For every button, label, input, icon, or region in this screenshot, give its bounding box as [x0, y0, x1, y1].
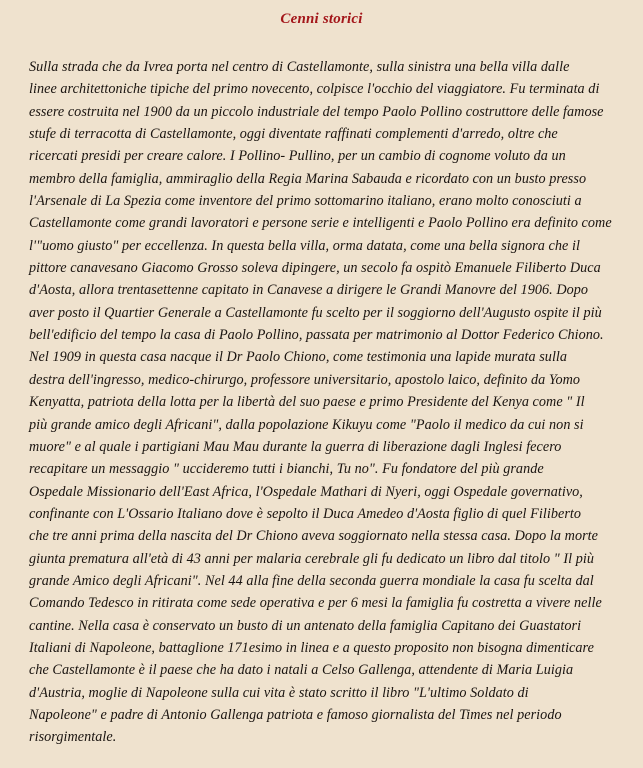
page-title: Cenni storici [280, 11, 363, 27]
text-line: Italiani di Napoleone, battaglione 171esimo in linea e a questo proposito non bisogna dimenticare [29, 639, 594, 656]
text-line: cantine. Nella casa è conservato un busto di un antenato della famiglia Capitano dei Guastatori [29, 617, 582, 634]
text-line: confinante con L'Ossario Italiano dove è sepolto il Duca Amedeo d'Aosta figlio di quel Filiberto [29, 505, 582, 522]
text-line: Sulla strada che da Ivrea porta nel centro di Castellamonte, sulla sinistra una bella villa dalle [29, 59, 570, 75]
text-line: Nel 1909 in questa casa nacque il Dr Paolo Chiono, come testimonia una lapide murata sulla [29, 349, 568, 366]
history-paragraph [29, 56, 629, 749]
text-line: Napoleone" e padre di Antonio Gallenga patriota e famoso giornalista del Times nel periodo [29, 706, 562, 723]
text-line: destra dell'ingresso, medico-chirurgo, professore universitario, apostolo laico, definito da Yomo [29, 371, 581, 388]
text-line: che Castellamonte è il paese che ha dato i natali a Celso Gallenga, attendente di Maria Luigia [29, 662, 574, 679]
text-line: che tre anni prima della nascita del Dr Chiono aveva soggiornato nella stessa casa. Dopo la morte [29, 528, 599, 545]
text-line: recapitare un messaggio " uccideremo tutti i bianchi, Tu no". Fu fondatore del più grande [29, 461, 544, 478]
text-line: essere costruita nel 1900 da un piccolo industriale del tempo Paolo Pollino costruttore delle famose [29, 103, 604, 120]
text-line: grande Amico degli Africani". Nel 44 alla fine della seconda guerra mondiale la casa fu scelta dal [29, 572, 594, 589]
text-line: Comando Tedesco in ritirata come sede operativa e per 6 mesi la famiglia fu costretta a vivere nelle [29, 595, 602, 612]
text-line: Kenyatta, patriota della lotta per la libertà del suo paese e primo Presidente del Kenya come " Il [29, 394, 585, 411]
text-line: linee architettoniche tipiche del primo novecento, colpisce l'occhio del viaggiatore. Fu terminata di [29, 81, 600, 98]
text-line: risorgimentale. [29, 729, 117, 746]
text-line: pittore canavesano Giacomo Grosso soleva dipingere, un secolo fa ospitò Emanuele Filiberto Duca [29, 260, 601, 277]
text-line: Castellamonte come grandi lavoratori e persone serie e intelligenti e Paolo Pollino era definito come [29, 215, 612, 232]
text-line: bell'edificio del tempo la casa di Paolo Pollino, passata per matrimonio al Dottor Federico Chiono. [29, 327, 604, 344]
text-line: aver posto il Quartier Generale a Castellamonte fu scelto per il soggiorno dell'Augusto ospite il più [29, 304, 602, 321]
text-line: più grande amico degli Africani", dalla popolazione Kikuyu come "Paolo il medico da cui non si [29, 416, 584, 433]
text-line: ricercati presidi per creare calore. I Pollino- Pullino, per un cambio di cognome voluto da un [29, 148, 566, 165]
text-line: d'Aosta, allora trentasettenne capitato in Canavese a dirigere le Grandi Manovre del 1906. Dopo [29, 282, 589, 299]
text-line: muore" e al quale i partigiani Mau Mau durante la guerra di liberazione dagli Inglesi fecero [29, 438, 562, 455]
text-line: l'"uomo giusto" per eccellenza. In questa bella villa, orma datata, come una bella signora che il [29, 237, 580, 254]
text-line: Ospedale Missionario dell'East Africa, l'Ospedale Mathari di Nyeri, oggi Ospedale governativo, [29, 483, 583, 500]
text-line: stufe di terracotta di Castellamonte, oggi diventate raffinati complementi d'arredo, oltre che [29, 126, 558, 143]
text-line: d'Austria, moglie di Napoleone sulla cui vita è stato scritto il libro "L'ultimo Soldato di [29, 684, 529, 701]
text-line: membro della famiglia, ammiraglio della Regia Marina Sabauda e ricordato con un busto presso [29, 170, 587, 187]
text-line: l'Arsenale di La Spezia come inventore del primo sottomarino italiano, erano molto conosciuti a [29, 193, 582, 210]
text-line: giunta prematura all'età di 43 anni per malaria cerebrale gli fu dedicato un libro dal titolo " Il più [29, 550, 594, 567]
